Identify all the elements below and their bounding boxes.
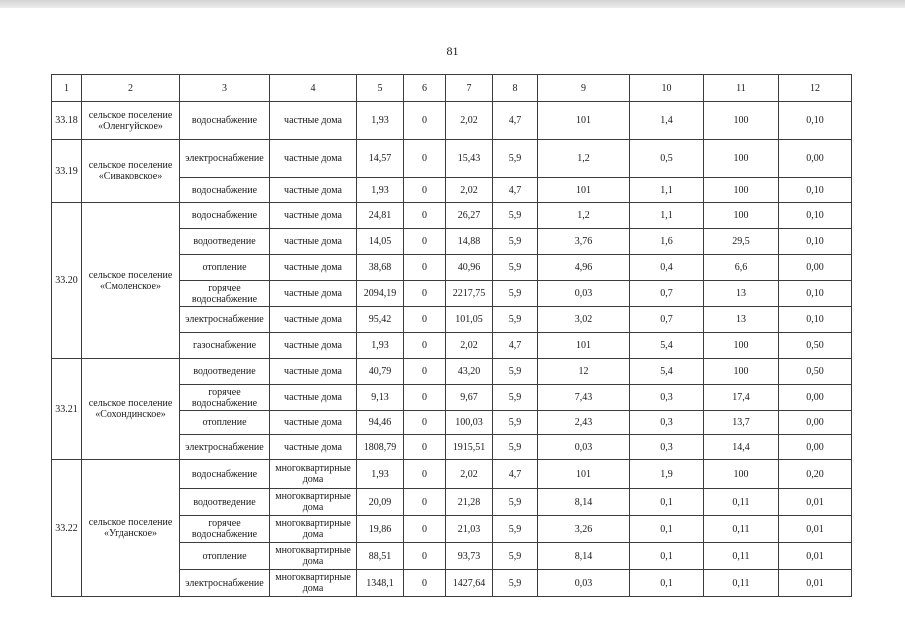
value-cell-c5: 14,05	[357, 229, 404, 255]
object-type-cell: частные дома	[270, 385, 357, 411]
value-cell-c12: 0,10	[779, 229, 852, 255]
value-cell-c10: 1,4	[630, 102, 704, 140]
value-cell-c9: 1,2	[538, 140, 630, 178]
object-type-cell: частные дома	[270, 102, 357, 140]
value-cell-c5: 1,93	[357, 178, 404, 203]
settlement-code: 33.18	[52, 102, 82, 140]
object-type-cell: частные дома	[270, 411, 357, 435]
value-cell-c6: 0	[404, 203, 446, 229]
object-type-cell: частные дома	[270, 203, 357, 229]
header-cell: 2	[82, 75, 180, 102]
settlement-name: сельское поселение «Угданское»	[82, 460, 180, 597]
value-cell-c5: 88,51	[357, 543, 404, 570]
service-cell: водоотведение	[180, 359, 270, 385]
value-cell-c12: 0,00	[779, 140, 852, 178]
value-cell-c9: 3,76	[538, 229, 630, 255]
settlement-name: сельское поселение «Сиваковское»	[82, 140, 180, 203]
service-cell: горячее водоснабжение	[180, 385, 270, 411]
object-type-cell: частные дома	[270, 359, 357, 385]
header-cell: 8	[493, 75, 538, 102]
value-cell-c11: 0,11	[704, 489, 779, 516]
value-cell-c9: 8,14	[538, 489, 630, 516]
value-cell-c9: 3,26	[538, 516, 630, 543]
value-cell-c11: 29,5	[704, 229, 779, 255]
table-row	[52, 460, 852, 489]
value-cell-c10: 5,4	[630, 359, 704, 385]
value-cell-c5: 9,13	[357, 385, 404, 411]
value-cell-c6: 0	[404, 570, 446, 597]
value-cell-c5: 14,57	[357, 140, 404, 178]
value-cell-c6: 0	[404, 140, 446, 178]
header-cell: 10	[630, 75, 704, 102]
value-cell-c12: 0,10	[779, 102, 852, 140]
value-cell-c10: 0,1	[630, 543, 704, 570]
value-cell-c9: 2,43	[538, 411, 630, 435]
value-cell-c7: 14,88	[446, 229, 493, 255]
value-cell-c8: 5,9	[493, 543, 538, 570]
value-cell-c8: 5,9	[493, 435, 538, 460]
value-cell-c8: 5,9	[493, 411, 538, 435]
value-cell-c9: 101	[538, 178, 630, 203]
value-cell-c10: 0,1	[630, 516, 704, 543]
value-cell-c10: 0,7	[630, 307, 704, 333]
value-cell-c8: 5,9	[493, 255, 538, 281]
value-cell-c12: 0,50	[779, 359, 852, 385]
value-cell-c6: 0	[404, 359, 446, 385]
value-cell-c12: 0,10	[779, 203, 852, 229]
value-cell-c12: 0,00	[779, 411, 852, 435]
value-cell-c5: 38,68	[357, 255, 404, 281]
value-cell-c11: 6,6	[704, 255, 779, 281]
page-number: 81	[446, 44, 459, 58]
value-cell-c12: 0,10	[779, 281, 852, 307]
value-cell-c10: 5,4	[630, 333, 704, 359]
value-cell-c8: 5,9	[493, 281, 538, 307]
value-cell-c7: 2,02	[446, 102, 493, 140]
value-cell-c8: 5,9	[493, 489, 538, 516]
value-cell-c12: 0,01	[779, 570, 852, 597]
object-type-cell: многоквартирные дома	[270, 570, 357, 597]
object-type-cell: частные дома	[270, 333, 357, 359]
settlement-code: 33.21	[52, 359, 82, 460]
value-cell-c10: 0,3	[630, 411, 704, 435]
value-cell-c8: 4,7	[493, 333, 538, 359]
value-cell-c11: 100	[704, 460, 779, 489]
service-cell: электроснабжение	[180, 140, 270, 178]
value-cell-c5: 1,93	[357, 333, 404, 359]
service-cell: водоснабжение	[180, 102, 270, 140]
object-type-cell: многоквартирные дома	[270, 543, 357, 570]
value-cell-c11: 13,7	[704, 411, 779, 435]
value-cell-c7: 1915,51	[446, 435, 493, 460]
value-cell-c5: 40,79	[357, 359, 404, 385]
value-cell-c5: 20,09	[357, 489, 404, 516]
service-cell: горячее водоснабжение	[180, 516, 270, 543]
settlement-code: 33.22	[52, 460, 82, 597]
object-type-cell: многоквартирные дома	[270, 516, 357, 543]
value-cell-c8: 4,7	[493, 102, 538, 140]
value-cell-c7: 2,02	[446, 460, 493, 489]
service-cell: отопление	[180, 411, 270, 435]
value-cell-c7: 26,27	[446, 203, 493, 229]
service-cell: водоотведение	[180, 229, 270, 255]
value-cell-c10: 1,9	[630, 460, 704, 489]
object-type-cell: частные дома	[270, 178, 357, 203]
value-cell-c8: 5,9	[493, 307, 538, 333]
value-cell-c12: 0,00	[779, 255, 852, 281]
service-cell: электроснабжение	[180, 570, 270, 597]
value-cell-c12: 0,01	[779, 516, 852, 543]
service-cell: водоотведение	[180, 489, 270, 516]
value-cell-c11: 13	[704, 307, 779, 333]
value-cell-c6: 0	[404, 178, 446, 203]
value-cell-c10: 0,3	[630, 385, 704, 411]
object-type-cell: частные дома	[270, 281, 357, 307]
value-cell-c6: 0	[404, 411, 446, 435]
header-row	[52, 75, 852, 102]
value-cell-c6: 0	[404, 435, 446, 460]
data-table	[51, 74, 852, 597]
header-cell: 12	[779, 75, 852, 102]
service-cell: электроснабжение	[180, 307, 270, 333]
service-cell: водоснабжение	[180, 460, 270, 489]
value-cell-c10: 0,1	[630, 489, 704, 516]
header-cell: 6	[404, 75, 446, 102]
value-cell-c6: 0	[404, 229, 446, 255]
value-cell-c7: 15,43	[446, 140, 493, 178]
value-cell-c10: 0,4	[630, 255, 704, 281]
value-cell-c11: 100	[704, 102, 779, 140]
value-cell-c6: 0	[404, 543, 446, 570]
value-cell-c6: 0	[404, 385, 446, 411]
value-cell-c6: 0	[404, 255, 446, 281]
value-cell-c5: 95,42	[357, 307, 404, 333]
value-cell-c5: 1348,1	[357, 570, 404, 597]
value-cell-c9: 0,03	[538, 570, 630, 597]
object-type-cell: частные дома	[270, 229, 357, 255]
value-cell-c11: 100	[704, 178, 779, 203]
header-cell: 3	[180, 75, 270, 102]
value-cell-c11: 100	[704, 359, 779, 385]
value-cell-c11: 100	[704, 203, 779, 229]
value-cell-c12: 0,01	[779, 489, 852, 516]
service-cell: отопление	[180, 255, 270, 281]
table-row	[52, 102, 852, 140]
value-cell-c9: 3,02	[538, 307, 630, 333]
settlement-name: сельское поселение «Оленгуйское»	[82, 102, 180, 140]
header-cell: 11	[704, 75, 779, 102]
settlement-code: 33.20	[52, 203, 82, 359]
value-cell-c5: 1,93	[357, 102, 404, 140]
value-cell-c7: 43,20	[446, 359, 493, 385]
value-cell-c7: 101,05	[446, 307, 493, 333]
value-cell-c11: 14,4	[704, 435, 779, 460]
value-cell-c9: 101	[538, 460, 630, 489]
value-cell-c10: 0,3	[630, 435, 704, 460]
value-cell-c5: 2094,19	[357, 281, 404, 307]
value-cell-c9: 12	[538, 359, 630, 385]
table-row	[52, 359, 852, 385]
value-cell-c8: 5,9	[493, 359, 538, 385]
value-cell-c8: 5,9	[493, 203, 538, 229]
table-row	[52, 140, 852, 178]
value-cell-c9: 7,43	[538, 385, 630, 411]
value-cell-c11: 0,11	[704, 543, 779, 570]
value-cell-c10: 0,1	[630, 570, 704, 597]
service-cell: водоснабжение	[180, 178, 270, 203]
value-cell-c10: 1,6	[630, 229, 704, 255]
value-cell-c6: 0	[404, 460, 446, 489]
header-cell: 7	[446, 75, 493, 102]
value-cell-c6: 0	[404, 281, 446, 307]
value-cell-c9: 0,03	[538, 435, 630, 460]
value-cell-c5: 94,46	[357, 411, 404, 435]
value-cell-c12: 0,00	[779, 385, 852, 411]
value-cell-c11: 17,4	[704, 385, 779, 411]
value-cell-c8: 4,7	[493, 178, 538, 203]
value-cell-c7: 1427,64	[446, 570, 493, 597]
value-cell-c9: 101	[538, 333, 630, 359]
value-cell-c7: 2217,75	[446, 281, 493, 307]
value-cell-c9: 8,14	[538, 543, 630, 570]
value-cell-c8: 5,9	[493, 385, 538, 411]
value-cell-c11: 0,11	[704, 516, 779, 543]
value-cell-c9: 0,03	[538, 281, 630, 307]
object-type-cell: частные дома	[270, 435, 357, 460]
value-cell-c5: 19,86	[357, 516, 404, 543]
object-type-cell: многоквартирные дома	[270, 489, 357, 516]
value-cell-c6: 0	[404, 333, 446, 359]
value-cell-c10: 1,1	[630, 178, 704, 203]
value-cell-c5: 1,93	[357, 460, 404, 489]
value-cell-c6: 0	[404, 307, 446, 333]
value-cell-c11: 13	[704, 281, 779, 307]
viewer-top-bar	[0, 0, 905, 8]
settlement-name: сельское поселение «Сохондинское»	[82, 359, 180, 460]
value-cell-c7: 40,96	[446, 255, 493, 281]
table-row	[52, 203, 852, 229]
value-cell-c6: 0	[404, 102, 446, 140]
value-cell-c8: 5,9	[493, 516, 538, 543]
value-cell-c7: 2,02	[446, 178, 493, 203]
settlement-code: 33.19	[52, 140, 82, 203]
value-cell-c12: 0,20	[779, 460, 852, 489]
value-cell-c11: 100	[704, 140, 779, 178]
service-cell: горячее водоснабжение	[180, 281, 270, 307]
value-cell-c6: 0	[404, 489, 446, 516]
value-cell-c12: 0,10	[779, 307, 852, 333]
value-cell-c11: 0,11	[704, 570, 779, 597]
object-type-cell: частные дома	[270, 255, 357, 281]
value-cell-c12: 0,10	[779, 178, 852, 203]
header-cell: 5	[357, 75, 404, 102]
value-cell-c7: 21,28	[446, 489, 493, 516]
value-cell-c5: 1808,79	[357, 435, 404, 460]
value-cell-c10: 1,1	[630, 203, 704, 229]
header-cell: 9	[538, 75, 630, 102]
header-cell: 1	[52, 75, 82, 102]
value-cell-c9: 4,96	[538, 255, 630, 281]
object-type-cell: частные дома	[270, 140, 357, 178]
value-cell-c7: 100,03	[446, 411, 493, 435]
value-cell-c5: 24,81	[357, 203, 404, 229]
value-cell-c7: 2,02	[446, 333, 493, 359]
value-cell-c10: 0,7	[630, 281, 704, 307]
service-cell: отопление	[180, 543, 270, 570]
value-cell-c8: 5,9	[493, 570, 538, 597]
service-cell: газоснабжение	[180, 333, 270, 359]
value-cell-c6: 0	[404, 516, 446, 543]
settlement-name: сельское поселение «Смоленское»	[82, 203, 180, 359]
header-cell: 4	[270, 75, 357, 102]
value-cell-c7: 21,03	[446, 516, 493, 543]
value-cell-c9: 1,2	[538, 203, 630, 229]
value-cell-c8: 4,7	[493, 460, 538, 489]
object-type-cell: частные дома	[270, 307, 357, 333]
value-cell-c9: 101	[538, 102, 630, 140]
value-cell-c11: 100	[704, 333, 779, 359]
service-cell: водоснабжение	[180, 203, 270, 229]
value-cell-c8: 5,9	[493, 229, 538, 255]
value-cell-c7: 93,73	[446, 543, 493, 570]
value-cell-c7: 9,67	[446, 385, 493, 411]
service-cell: электроснабжение	[180, 435, 270, 460]
value-cell-c12: 0,50	[779, 333, 852, 359]
value-cell-c10: 0,5	[630, 140, 704, 178]
object-type-cell: многоквартирные дома	[270, 460, 357, 489]
value-cell-c8: 5,9	[493, 140, 538, 178]
value-cell-c12: 0,01	[779, 543, 852, 570]
value-cell-c12: 0,00	[779, 435, 852, 460]
